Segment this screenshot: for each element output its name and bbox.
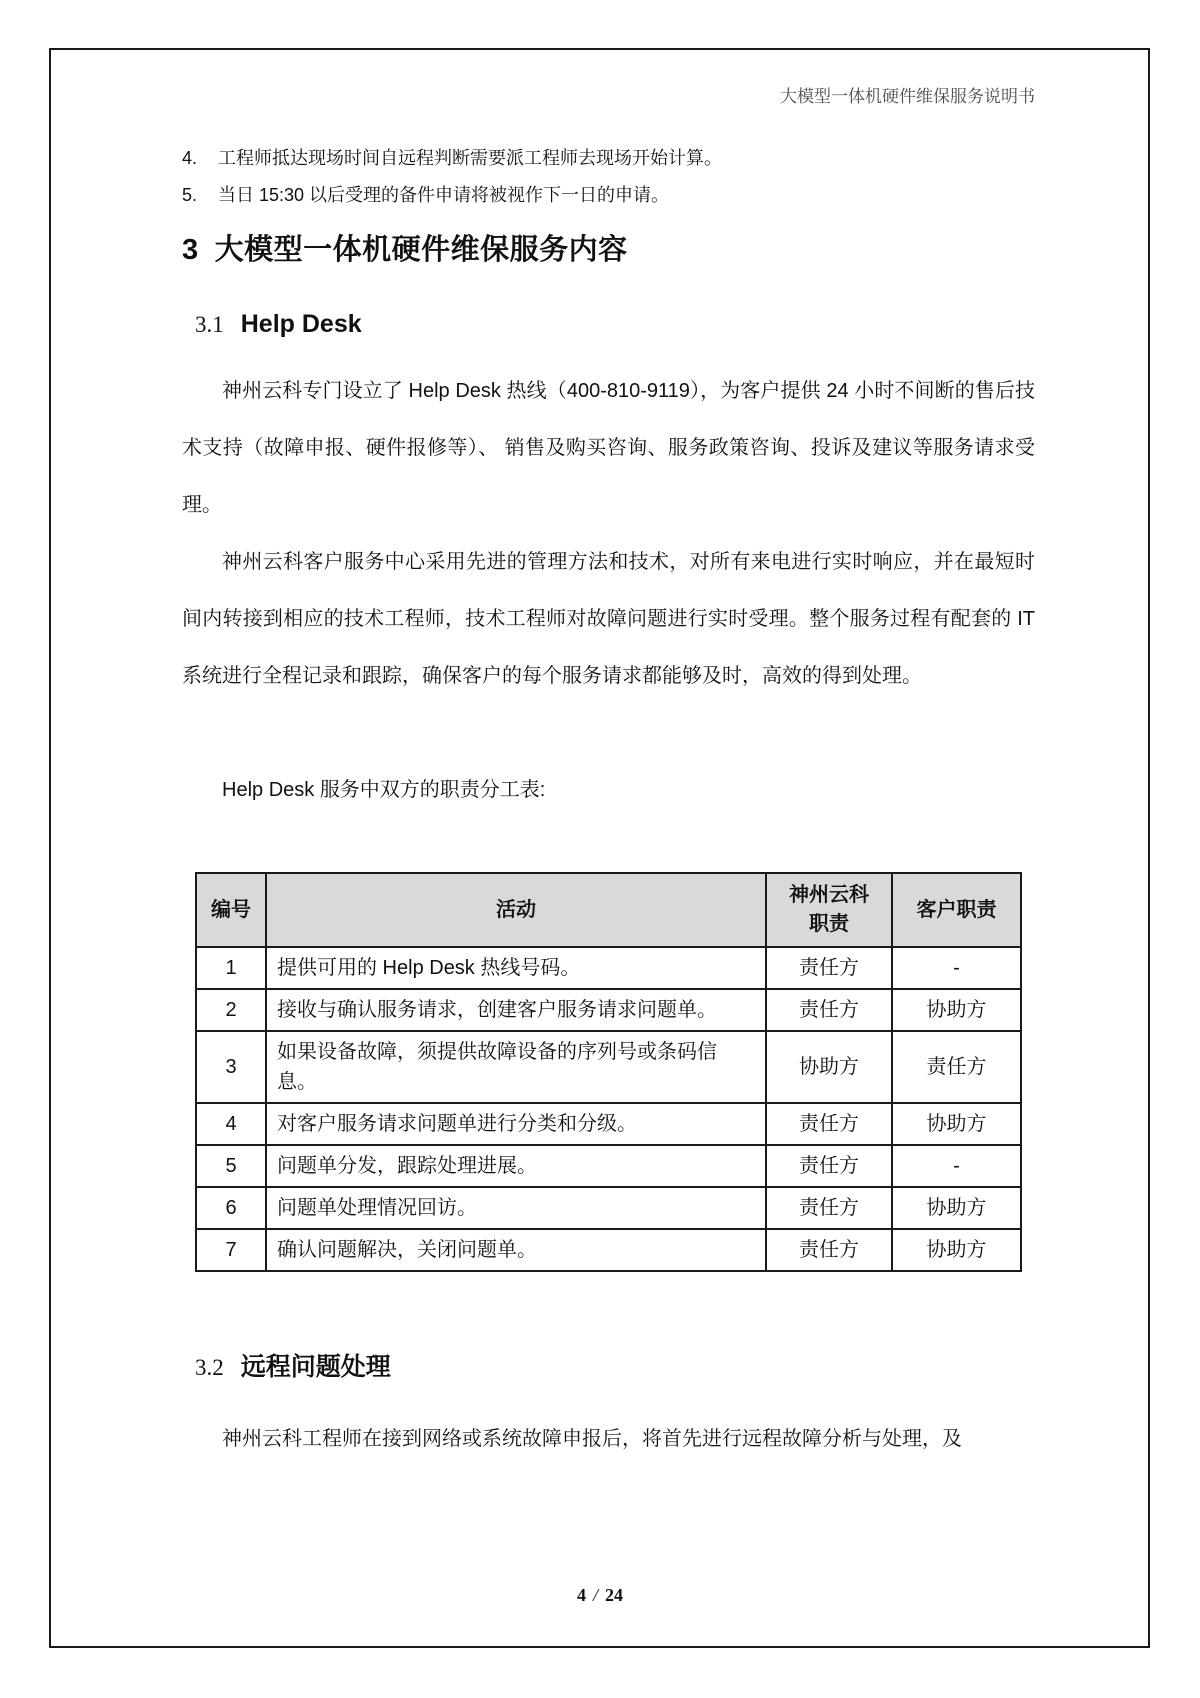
cell-activity: 确认问题解决，关闭问题单。 bbox=[266, 1229, 766, 1271]
cell-customer-role: - bbox=[892, 1145, 1021, 1187]
list-item-text: 工程师抵达现场时间自远程判断需要派工程师去现场开始计算。 bbox=[218, 148, 722, 168]
cell-customer-role: 责任方 bbox=[892, 1031, 1021, 1103]
page-number-current: 4 bbox=[576, 1585, 586, 1605]
page-footer bbox=[0, 1585, 1200, 1606]
header-vendor-line1: 神州云科 bbox=[789, 884, 869, 906]
cell-activity: 接收与确认服务请求，创建客户服务请求问题单。 bbox=[266, 989, 766, 1031]
responsibility-table bbox=[195, 872, 1022, 1272]
header-vendor-line2: 职责 bbox=[809, 913, 849, 935]
list-item bbox=[182, 177, 1035, 214]
cell-activity: 问题单处理情况回访。 bbox=[266, 1187, 766, 1229]
cell-number: 7 bbox=[196, 1229, 266, 1271]
table-row bbox=[196, 989, 1021, 1031]
cell-vendor-role: 责任方 bbox=[766, 1187, 892, 1229]
paragraph-helpdesk-intro: 神州云科专门设立了 Help Desk 热线（400-810-9119），为客户提供 24 小时不间断的售后技术支持（故障申报、硬件报修等）、 销售及购买咨询、服务政策咨询、投诉及建议等服务请求受理。 bbox=[182, 380, 1035, 516]
list-item bbox=[182, 140, 1035, 177]
cell-number: 3 bbox=[196, 1031, 266, 1103]
cell-vendor-role: 责任方 bbox=[766, 947, 892, 989]
cell-vendor-role: 责任方 bbox=[766, 1145, 892, 1187]
section-3-2-heading bbox=[195, 1347, 1035, 1383]
cell-customer-role: 协助方 bbox=[892, 989, 1021, 1031]
list-item-number: 4. bbox=[182, 148, 198, 168]
cell-activity: 如果设备故障，须提供故障设备的序列号或条码信息。 bbox=[266, 1031, 766, 1103]
list-item-text: 当日 15:30 以后受理的备件申请将被视作下一日的申请。 bbox=[218, 185, 670, 205]
table-row bbox=[196, 1229, 1021, 1271]
cell-number: 4 bbox=[196, 1103, 266, 1145]
section-title: 远程问题处理 bbox=[240, 1353, 391, 1381]
list-item-number: 5. bbox=[182, 185, 198, 205]
document-header-title: 大模型一体机硬件维保服务说明书 bbox=[780, 87, 1035, 106]
cell-number: 5 bbox=[196, 1145, 266, 1187]
table-row bbox=[196, 947, 1021, 989]
cell-vendor-role: 责任方 bbox=[766, 1229, 892, 1271]
cell-activity: 问题单分发，跟踪处理进展。 bbox=[266, 1145, 766, 1187]
cell-customer-role: 协助方 bbox=[892, 1103, 1021, 1145]
page-number-separator: / bbox=[592, 1585, 598, 1605]
cell-activity: 提供可用的 Help Desk 热线号码。 bbox=[266, 947, 766, 989]
cell-number: 6 bbox=[196, 1187, 266, 1229]
paragraph-service-center: 神州云科客户服务中心采用先进的管理方法和技术，对所有来电进行实时响应，并在最短时间内转接到相应的技术工程师，技术工程师对故障问题进行实时受理。整个服务过程有配套的 IT 系统进行全程记录和跟踪，确保客户的每个服务请求都能够及时，高效的得到处理。 bbox=[182, 551, 1035, 687]
cell-customer-role: 协助方 bbox=[892, 1187, 1021, 1229]
table-intro-text: Help Desk 服务中双方的职责分工表: bbox=[222, 779, 546, 801]
cell-customer-role: 协助方 bbox=[892, 1229, 1021, 1271]
table-row bbox=[196, 1103, 1021, 1145]
section-number: 3.1 bbox=[195, 312, 224, 337]
header-cell-id: 编号 bbox=[196, 873, 266, 947]
page-number-total: 24 bbox=[605, 1585, 623, 1605]
section-title: Help Desk bbox=[240, 310, 362, 338]
table-header-row bbox=[196, 873, 1021, 947]
section-3-1-heading bbox=[195, 310, 1035, 339]
section-title: 大模型一体机硬件维保服务内容 bbox=[214, 234, 628, 266]
page-border bbox=[49, 48, 1150, 1648]
table-row bbox=[196, 1145, 1021, 1187]
header-cell-vendor bbox=[766, 873, 892, 947]
cell-customer-role: - bbox=[892, 947, 1021, 989]
section-3-heading bbox=[182, 230, 1035, 270]
table-row bbox=[196, 1187, 1021, 1229]
cell-number: 1 bbox=[196, 947, 266, 989]
section-number: 3 bbox=[182, 234, 199, 266]
header-cell-customer: 客户职责 bbox=[892, 873, 1021, 947]
cell-vendor-role: 协助方 bbox=[766, 1031, 892, 1103]
ordered-list bbox=[182, 140, 1035, 214]
section-number: 3.2 bbox=[195, 1355, 224, 1380]
cell-vendor-role: 责任方 bbox=[766, 1103, 892, 1145]
paragraph-remote-handling: 神州云科工程师在接到网络或系统故障申报后，将首先进行远程故障分析与处理，及 bbox=[222, 1428, 962, 1450]
cell-vendor-role: 责任方 bbox=[766, 989, 892, 1031]
cell-number: 2 bbox=[196, 989, 266, 1031]
cell-activity: 对客户服务请求问题单进行分类和分级。 bbox=[266, 1103, 766, 1145]
table-row bbox=[196, 1031, 1021, 1103]
header-cell-activity: 活动 bbox=[266, 873, 766, 947]
